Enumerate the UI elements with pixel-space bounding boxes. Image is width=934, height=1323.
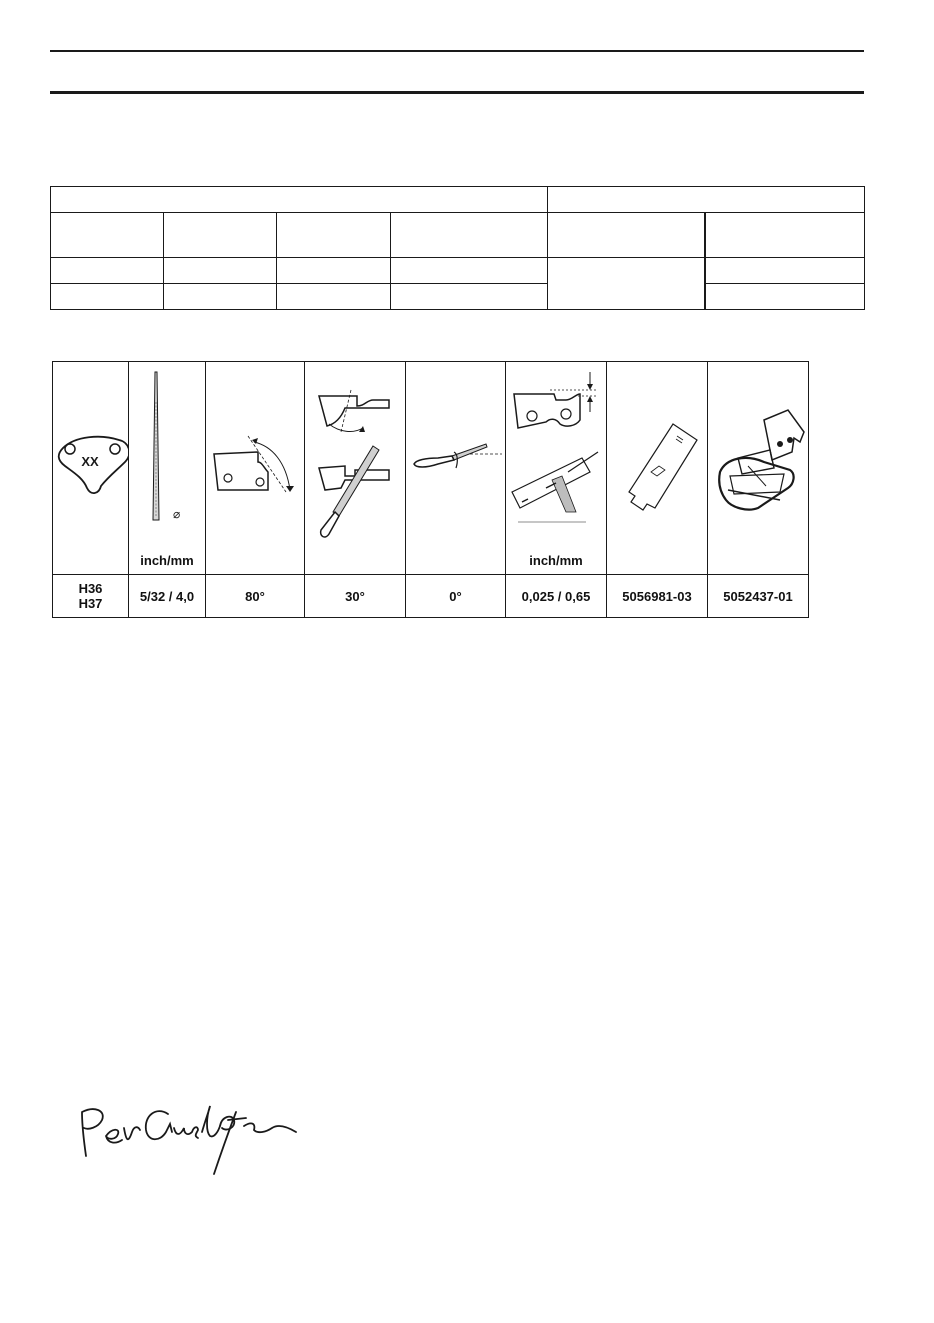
top-plate-angle-icon bbox=[206, 362, 305, 574]
chain-type-h36: H36 bbox=[78, 581, 103, 596]
chain-type-values bbox=[53, 575, 129, 618]
spec-cell bbox=[277, 258, 391, 284]
file-diameter-cell bbox=[129, 362, 206, 575]
side-angle-file-icon bbox=[305, 362, 406, 574]
spec-cell bbox=[164, 258, 277, 284]
spec-header-bar bbox=[51, 187, 548, 213]
header-rule-bottom bbox=[50, 91, 864, 94]
cutter-marking-icon bbox=[53, 362, 129, 574]
sharpening-gauge-cell bbox=[708, 362, 809, 575]
sharpening-gauge-tool-icon bbox=[708, 362, 809, 574]
spec-subheader-cell bbox=[164, 213, 277, 258]
spec-subheader-cell bbox=[548, 213, 705, 258]
handwritten-signature bbox=[76, 1098, 306, 1178]
spec-subheader-cell bbox=[705, 213, 865, 258]
file-diameter-unit: inch/mm bbox=[140, 553, 194, 568]
depth-gauge-unit: inch/mm bbox=[529, 553, 583, 568]
depth-gauge-cell bbox=[506, 362, 607, 575]
spec-header-chain bbox=[548, 187, 865, 213]
file-gauge-cell bbox=[607, 362, 708, 575]
file-gauge-part-number: 5056981-03 bbox=[607, 575, 708, 618]
depth-gauge-icon bbox=[506, 362, 607, 574]
top-plate-angle-value: 80° bbox=[206, 575, 305, 618]
spec-cell bbox=[705, 258, 865, 284]
spec-cell bbox=[277, 284, 391, 310]
header-rule-top bbox=[50, 50, 864, 52]
spec-cell bbox=[391, 258, 548, 284]
spec-cell bbox=[51, 258, 164, 284]
spec-cell bbox=[164, 284, 277, 310]
cutter-marking-label: XX bbox=[81, 454, 99, 469]
bar-chain-spec-table bbox=[50, 186, 865, 310]
file-tilt-icon bbox=[406, 362, 506, 574]
spec-cell bbox=[51, 284, 164, 310]
spec-cell bbox=[705, 284, 865, 310]
spec-subheader-cell bbox=[277, 213, 391, 258]
sharpening-data-table bbox=[52, 361, 809, 618]
depth-gauge-value: 0,025 / 0,65 bbox=[506, 575, 607, 618]
spec-cell-merged bbox=[548, 258, 705, 310]
round-file-icon bbox=[129, 362, 206, 574]
cutter-marking-cell bbox=[53, 362, 129, 575]
side-angle-cell bbox=[305, 362, 406, 575]
chain-type-h37: H37 bbox=[78, 596, 103, 611]
diameter-symbol: ⌀ bbox=[173, 507, 181, 521]
sharpening-gauge-part-number: 5052437-01 bbox=[708, 575, 809, 618]
file-gauge-tool-icon bbox=[607, 362, 708, 574]
spec-cell bbox=[391, 284, 548, 310]
side-angle-value: 30° bbox=[305, 575, 406, 618]
file-diameter-value: 5/32 / 4,0 bbox=[129, 575, 206, 618]
top-plate-angle-cell bbox=[206, 362, 305, 575]
file-tilt-value: 0° bbox=[406, 575, 506, 618]
file-tilt-cell bbox=[406, 362, 506, 575]
spec-subheader-cell bbox=[51, 213, 164, 258]
spec-subheader-cell bbox=[391, 213, 548, 258]
